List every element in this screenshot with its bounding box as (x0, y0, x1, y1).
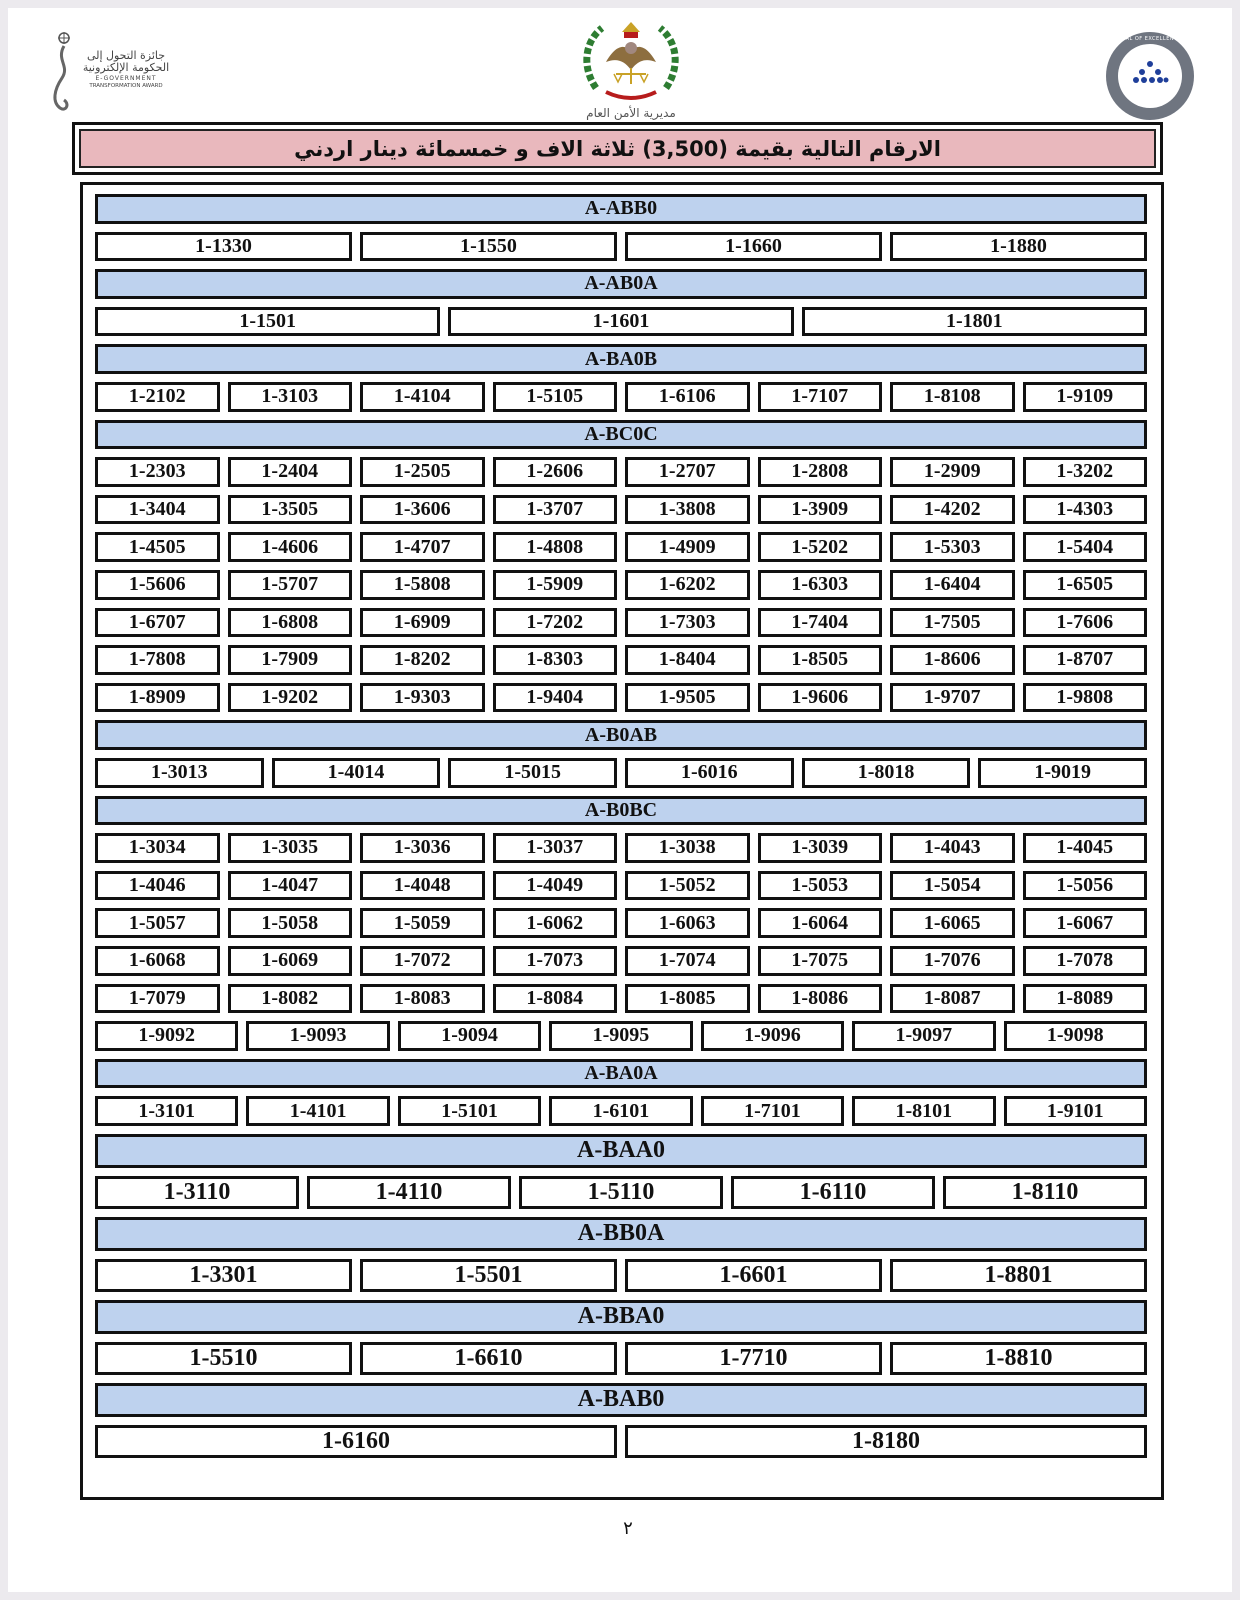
plate-number-cell: 1-5707 (228, 570, 353, 600)
award-name-en-line2: TRANSFORMATION AWARD (89, 82, 163, 89)
plate-number-cell: 1-6016 (625, 758, 794, 788)
plate-number-cell: 1-8086 (758, 984, 883, 1014)
plate-number-cell: 1-1501 (95, 307, 440, 337)
group-header-row (95, 1383, 1147, 1417)
plate-number-cell: 1-8082 (228, 984, 353, 1014)
plate-number-cell: 1-4045 (1023, 833, 1148, 863)
group-code-label: A-ABB0 (95, 194, 1147, 224)
plate-number-cell: 1-3103 (228, 382, 353, 412)
plate-number-row (95, 1021, 1147, 1051)
plate-number-cell: 1-4101 (246, 1096, 389, 1126)
egov-award-logo (48, 22, 168, 122)
plate-number-row (95, 871, 1147, 901)
seal-icon (1104, 30, 1196, 122)
plate-number-cell: 1-6063 (625, 908, 750, 938)
plate-number-cell: 1-5015 (448, 758, 617, 788)
plate-number-cell: 1-9094 (398, 1021, 541, 1051)
plate-number-cell: 1-9109 (1023, 382, 1148, 412)
plate-number-cell: 1-6106 (625, 382, 750, 412)
plate-number-cell: 1-3404 (95, 495, 220, 525)
plate-number-row (95, 608, 1147, 638)
plate-number-cell: 1-1330 (95, 232, 352, 262)
plate-number-cell: 1-9606 (758, 683, 883, 713)
plate-number-cell: 1-8018 (802, 758, 971, 788)
plate-number-cell: 1-8110 (943, 1176, 1147, 1210)
plate-number-cell: 1-7075 (758, 946, 883, 976)
plate-number-cell: 1-5501 (360, 1259, 617, 1293)
plate-number-cell: 1-3808 (625, 495, 750, 525)
plate-number-cell: 1-4046 (95, 871, 220, 901)
plate-number-cell: 1-4707 (360, 532, 485, 562)
plate-number-cell: 1-6707 (95, 608, 220, 638)
plate-number-cell: 1-9095 (549, 1021, 692, 1051)
plate-number-cell: 1-8087 (890, 984, 1015, 1014)
plate-number-row (95, 908, 1147, 938)
plate-number-cell: 1-7909 (228, 645, 353, 675)
group-header-row (95, 720, 1147, 750)
plate-number-cell: 1-6069 (228, 946, 353, 976)
plate-number-cell: 1-7606 (1023, 608, 1148, 638)
plate-number-cell: 1-5606 (95, 570, 220, 600)
plate-number-cell: 1-3909 (758, 495, 883, 525)
plate-number-row (95, 946, 1147, 976)
plate-number-cell: 1-1880 (890, 232, 1147, 262)
plate-number-cell: 1-3301 (95, 1259, 352, 1293)
group-header-row (95, 194, 1147, 224)
plate-number-cell: 1-5202 (758, 532, 883, 562)
plate-number-cell: 1-1550 (360, 232, 617, 262)
plate-number-row (95, 1342, 1147, 1376)
plate-number-cell: 1-3202 (1023, 457, 1148, 487)
plate-number-cell: 1-3013 (95, 758, 264, 788)
plate-number-cell: 1-5303 (890, 532, 1015, 562)
group-header-row (95, 344, 1147, 374)
plate-number-cell: 1-3036 (360, 833, 485, 863)
group-code-label: A-BA0B (95, 344, 1147, 374)
plate-number-row (95, 232, 1147, 262)
group-code-label: A-BB0A (95, 1217, 1147, 1251)
plate-number-cell: 1-8180 (625, 1425, 1147, 1459)
plate-number-cell: 1-6404 (890, 570, 1015, 600)
title-banner (72, 122, 1163, 175)
plate-number-cell: 1-6160 (95, 1425, 617, 1459)
plate-number-cell: 1-3037 (493, 833, 618, 863)
plate-number-cell: 1-8801 (890, 1259, 1147, 1293)
plate-number-cell: 1-1801 (802, 307, 1147, 337)
plate-number-cell: 1-2303 (95, 457, 220, 487)
group-code-label: A-BAA0 (95, 1134, 1147, 1168)
plate-number-cell: 1-9202 (228, 683, 353, 713)
group-code-label: A-BBA0 (95, 1300, 1147, 1334)
group-header-row (95, 1300, 1147, 1334)
plate-number-cell: 1-6068 (95, 946, 220, 976)
seal-of-excellence-logo (1104, 30, 1196, 122)
plate-number-cell: 1-9096 (701, 1021, 844, 1051)
plate-number-cell: 1-5105 (493, 382, 618, 412)
plate-number-cell: 1-6202 (625, 570, 750, 600)
plate-number-cell: 1-7505 (890, 608, 1015, 638)
plate-number-row (95, 570, 1147, 600)
plate-number-cell: 1-3038 (625, 833, 750, 863)
plate-number-cell: 1-2707 (625, 457, 750, 487)
plate-number-row (95, 683, 1147, 713)
plate-number-cell: 1-4606 (228, 532, 353, 562)
plate-number-cell: 1-7076 (890, 946, 1015, 976)
group-code-label: A-B0AB (95, 720, 1147, 750)
plate-number-cell: 1-2808 (758, 457, 883, 487)
group-code-label: A-B0BC (95, 796, 1147, 826)
plate-number-cell: 1-1601 (448, 307, 793, 337)
plate-number-cell: 1-8909 (95, 683, 220, 713)
plate-number-cell: 1-9303 (360, 683, 485, 713)
plate-number-cell: 1-5909 (493, 570, 618, 600)
plate-number-cell: 1-6808 (228, 608, 353, 638)
plate-number-cell: 1-8810 (890, 1342, 1147, 1376)
plate-number-cell: 1-9092 (95, 1021, 238, 1051)
plate-number-cell: 1-4808 (493, 532, 618, 562)
group-header-row (95, 1059, 1147, 1089)
plate-number-cell: 1-6610 (360, 1342, 617, 1376)
group-code-label: A-BA0A (95, 1059, 1147, 1089)
plate-number-cell: 1-9808 (1023, 683, 1148, 713)
plate-number-cell: 1-5059 (360, 908, 485, 938)
plate-number-cell: 1-8089 (1023, 984, 1148, 1014)
plate-number-cell: 1-6062 (493, 908, 618, 938)
plate-number-row (95, 833, 1147, 863)
group-header-row (95, 420, 1147, 450)
plate-number-cell: 1-6110 (731, 1176, 935, 1210)
plate-number-row (95, 457, 1147, 487)
plate-number-row (95, 495, 1147, 525)
plate-number-row (95, 382, 1147, 412)
plate-number-cell: 1-8084 (493, 984, 618, 1014)
plate-number-cell: 1-5808 (360, 570, 485, 600)
plate-number-cell: 1-8108 (890, 382, 1015, 412)
plate-number-cell: 1-2505 (360, 457, 485, 487)
plate-number-cell: 1-9093 (246, 1021, 389, 1051)
plate-number-cell: 1-3101 (95, 1096, 238, 1126)
plate-number-cell: 1-7072 (360, 946, 485, 976)
plate-number-cell: 1-7074 (625, 946, 750, 976)
group-header-row (95, 269, 1147, 299)
plate-number-cell: 1-9404 (493, 683, 618, 713)
group-code-label: A-BAB0 (95, 1383, 1147, 1417)
plate-number-cell: 1-9097 (852, 1021, 995, 1051)
plate-number-cell: 1-5110 (519, 1176, 723, 1210)
public-security-emblem (576, 18, 686, 128)
plate-number-row (95, 1096, 1147, 1126)
group-header-row (95, 796, 1147, 826)
plate-number-row (95, 307, 1147, 337)
award-name-line1: جائزة التحول إلى (86, 49, 166, 62)
plate-number-cell: 1-5510 (95, 1342, 352, 1376)
plate-number-row (95, 645, 1147, 675)
eagle-emblem-icon (576, 18, 686, 106)
plate-number-cell: 1-6065 (890, 908, 1015, 938)
plate-number-cell: 1-5053 (758, 871, 883, 901)
plate-number-cell: 1-6909 (360, 608, 485, 638)
group-header-row (95, 1134, 1147, 1168)
plate-number-cell: 1-5404 (1023, 532, 1148, 562)
plate-number-cell: 1-8505 (758, 645, 883, 675)
plate-number-cell: 1-8606 (890, 645, 1015, 675)
plate-number-cell: 1-4047 (228, 871, 353, 901)
plate-number-cell: 1-2404 (228, 457, 353, 487)
plate-number-cell: 1-4303 (1023, 495, 1148, 525)
plate-number-cell: 1-7202 (493, 608, 618, 638)
plate-number-cell: 1-3606 (360, 495, 485, 525)
plate-number-cell: 1-6601 (625, 1259, 882, 1293)
plate-number-row (95, 984, 1147, 1014)
plate-number-cell: 1-4048 (360, 871, 485, 901)
plate-number-cell: 1-4049 (493, 871, 618, 901)
plate-number-cell: 1-3034 (95, 833, 220, 863)
plate-number-cell: 1-4202 (890, 495, 1015, 525)
plate-number-cell: 1-2909 (890, 457, 1015, 487)
plate-number-cell: 1-9101 (1004, 1096, 1147, 1126)
award-name-en-line1: E-GOVERNMENT (95, 75, 157, 83)
plate-number-cell: 1-7073 (493, 946, 618, 976)
plate-number-cell: 1-2102 (95, 382, 220, 412)
plate-number-cell: 1-1660 (625, 232, 882, 262)
plate-number-cell: 1-9098 (1004, 1021, 1147, 1051)
plate-number-cell: 1-5058 (228, 908, 353, 938)
group-code-label: A-BC0C (95, 420, 1147, 450)
plate-number-cell: 1-9019 (978, 758, 1147, 788)
group-header-row (95, 1217, 1147, 1251)
award-name-line2: الحكومة الإلكترونية (82, 61, 170, 75)
plate-number-cell: 1-8202 (360, 645, 485, 675)
page-number: ٢ (623, 1518, 633, 1539)
plate-number-cell: 1-5057 (95, 908, 220, 938)
plate-number-cell: 1-5052 (625, 871, 750, 901)
plate-number-cell: 1-3035 (228, 833, 353, 863)
plate-number-cell: 1-2606 (493, 457, 618, 487)
plate-number-cell: 1-3505 (228, 495, 353, 525)
document-page (8, 8, 1232, 1592)
plate-numbers-table (80, 182, 1164, 1500)
plate-number-cell: 1-4104 (360, 382, 485, 412)
plate-number-cell: 1-6067 (1023, 908, 1148, 938)
plate-number-cell: 1-6303 (758, 570, 883, 600)
plate-number-row (95, 1259, 1147, 1293)
plate-number-cell: 1-4043 (890, 833, 1015, 863)
plate-number-cell: 1-7303 (625, 608, 750, 638)
plate-number-cell: 1-7079 (95, 984, 220, 1014)
plate-number-cell: 1-8303 (493, 645, 618, 675)
plate-number-row (95, 758, 1147, 788)
plate-number-cell: 1-9505 (625, 683, 750, 713)
plate-number-cell: 1-5054 (890, 871, 1015, 901)
page-title: الارقام التالية بقيمة (3,500) ثلاثة الاف و خمسمائة دينار اردني (79, 129, 1156, 168)
plate-number-cell: 1-5056 (1023, 871, 1148, 901)
plate-number-cell: 1-4909 (625, 532, 750, 562)
plate-number-cell: 1-6064 (758, 908, 883, 938)
plate-number-row (95, 1425, 1147, 1459)
plate-number-cell: 1-7101 (701, 1096, 844, 1126)
plate-number-cell: 1-4014 (272, 758, 441, 788)
plate-number-cell: 1-3039 (758, 833, 883, 863)
plate-number-row (95, 1176, 1147, 1210)
plate-number-cell: 1-7808 (95, 645, 220, 675)
plate-number-cell: 1-6505 (1023, 570, 1148, 600)
plate-number-cell: 1-8707 (1023, 645, 1148, 675)
plate-number-cell: 1-4505 (95, 532, 220, 562)
plate-number-cell: 1-8404 (625, 645, 750, 675)
group-code-label: A-AB0A (95, 269, 1147, 299)
seal-text: SEAL OF EXCELLENCE (1118, 36, 1182, 42)
plate-number-cell: 1-7404 (758, 608, 883, 638)
plate-number-cell: 1-9707 (890, 683, 1015, 713)
plate-number-cell: 1-8085 (625, 984, 750, 1014)
emblem-caption: مديرية الأمن العام (586, 106, 676, 120)
plate-number-cell: 1-5101 (398, 1096, 541, 1126)
plate-number-cell: 1-8083 (360, 984, 485, 1014)
plate-number-cell: 1-3110 (95, 1176, 299, 1210)
plate-number-cell: 1-7078 (1023, 946, 1148, 976)
plate-number-cell: 1-7107 (758, 382, 883, 412)
plate-number-cell: 1-6101 (549, 1096, 692, 1126)
plate-number-cell: 1-7710 (625, 1342, 882, 1376)
plate-number-cell: 1-4110 (307, 1176, 511, 1210)
plate-number-cell: 1-3707 (493, 495, 618, 525)
plate-number-row (95, 532, 1147, 562)
award-emblem-icon (48, 30, 76, 114)
plate-number-cell: 1-8101 (852, 1096, 995, 1126)
